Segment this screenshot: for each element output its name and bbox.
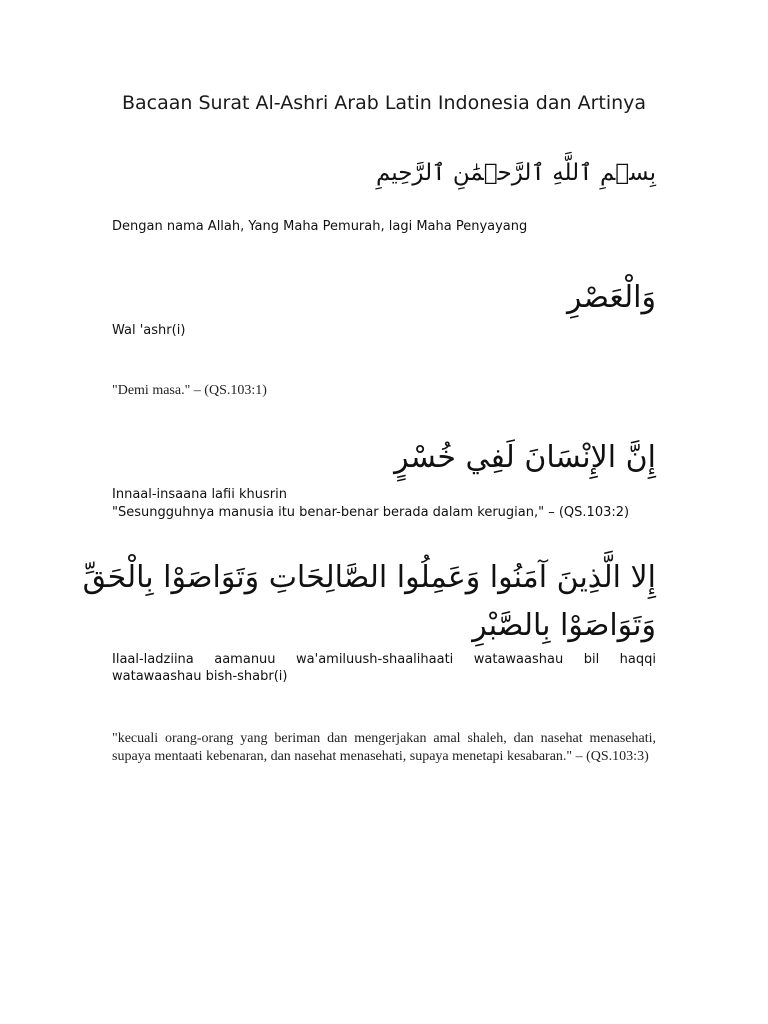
verse-2-latin: Innaal-insaana lafii khusrin: [112, 487, 287, 502]
verse-3-arabic-line-2: وَتَوَاصَوْا بِالصَّبْرِ: [472, 608, 656, 643]
verse-1-arabic: وَالْعَصْرِ: [566, 280, 656, 315]
verse-3-arabic-line-1: إِلا الَّذِينَ آمَنُوا وَعَمِلُوا الصَّالِحَاتِ وَتَوَاصَوْا بِالْحَقِّ: [82, 560, 656, 595]
verse-2-translation: "Sesungguhnya manusia itu benar-benar berada dalam kerugian," – (QS.103:2): [112, 505, 630, 520]
page-title: Bacaan Surat Al-Ashri Arab Latin Indonesia dan Artinya: [121, 92, 647, 114]
verse-2-arabic: إِنَّ الإِنْسَانَ لَفِي خُسْرٍ: [394, 440, 656, 475]
verse-1-translation: "Demi masa." – (QS.103:1): [112, 383, 267, 398]
verse-3-latin: Ilaal-ladziina aamanuu wa'amiluush-shaalihaati watawaashau bil haqqi watawaashau bish-shabr(i): [112, 652, 656, 684]
basmalah-arabic: بِسۡمِ ٱللَّهِ ٱلرَّحۡمَٰنِ ٱلرَّحِيمِ: [375, 160, 656, 186]
verse-1-latin: Wal 'ashr(i): [112, 323, 186, 338]
basmalah-translation: Dengan nama Allah, Yang Maha Pemurah, lagi Maha Penyayang: [112, 219, 528, 234]
verse-3-translation: "kecuali orang-orang yang beriman dan mengerjakan amal shaleh, dan nasehat menasehati, supaya mentaati kebenaran, dan nasehat menasehati, supaya menetapi kesabaran." – (QS.103:3): [112, 731, 656, 764]
